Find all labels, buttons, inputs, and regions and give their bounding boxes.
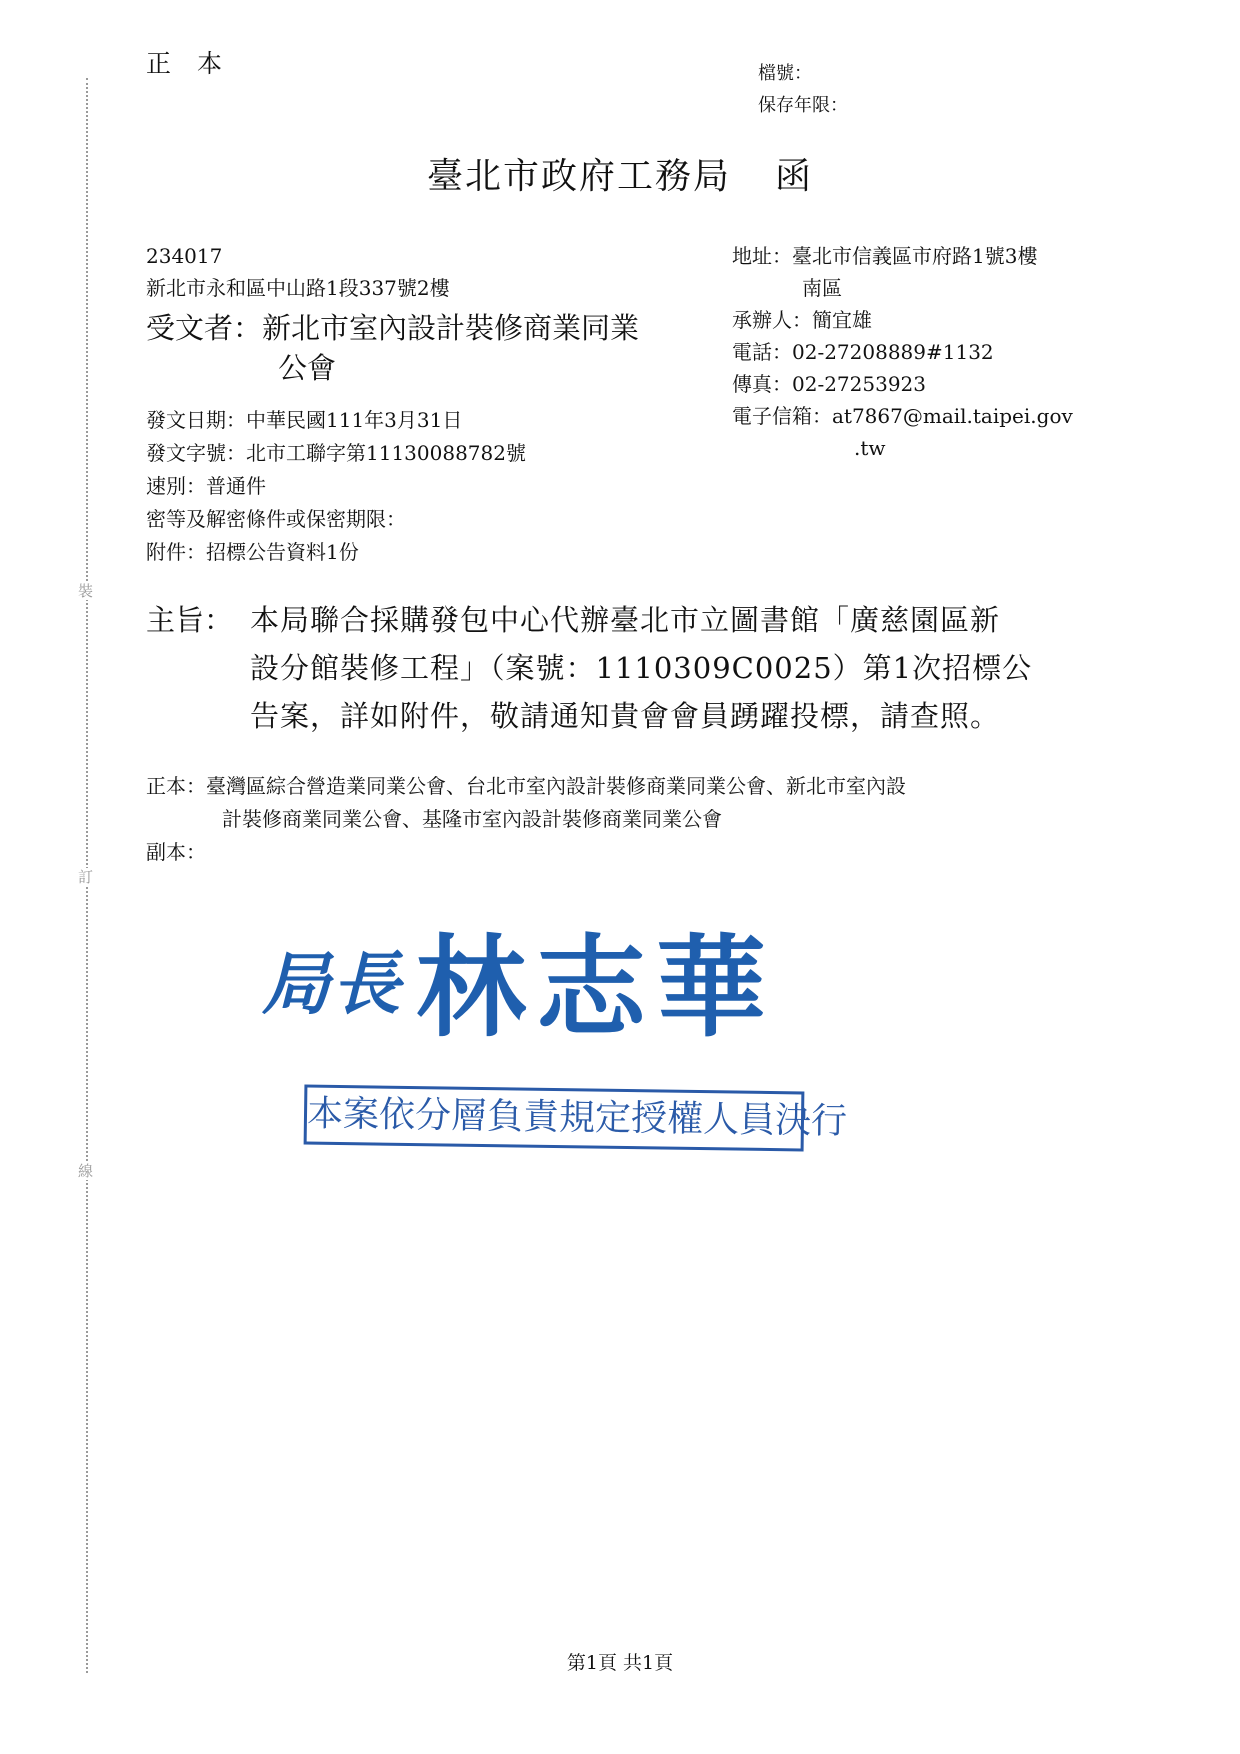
email-line-2: .tw: [854, 436, 886, 460]
document-type: 函: [775, 156, 814, 197]
speed-class: 速別：普通件: [146, 474, 266, 498]
subject-line-2: 設分館裝修工程」（案號：1110309C0025）第1次招標公: [250, 651, 1033, 685]
director-name: 林志華: [416, 924, 777, 1052]
distribution-block: [146, 770, 906, 869]
document-title: [0, 148, 1240, 199]
page-number: 第1頁 共1頁: [566, 1652, 674, 1674]
authorization-stamp: 本案依分層負責規定授權人員決行: [304, 1085, 805, 1152]
document-number: 發文字號：北市工聯字第11130088782號: [146, 441, 526, 465]
copy-recipients: 副本：: [146, 840, 206, 864]
subject-line-3: 告案，詳如附件，敬請通知貴會會員踴躍投標，請查照。: [250, 699, 1001, 733]
file-info: [758, 58, 848, 122]
officer: 承辦人：簡宜雄: [732, 308, 872, 332]
director-title: 局長: [262, 945, 403, 1025]
recipient-line-2: 公會: [278, 351, 337, 385]
recipient-address: 新北市永和區中山路1段337號2樓: [146, 276, 450, 300]
file-number-label: 檔號：: [758, 63, 812, 84]
sender-address-line-2: 南區: [802, 276, 842, 300]
original-copy-label: 正本: [146, 49, 249, 78]
binding-mark-zhuang: 裝: [78, 582, 94, 600]
attachment: 附件：招標公告資料1份: [146, 540, 359, 564]
subject-block: [146, 596, 1126, 740]
subject-line-1: 本局聯合採購發包中心代辦臺北市立圖書館「廣慈園區新: [250, 603, 1001, 637]
sender-address-line-1: 地址：臺北市信義區市府路1號3樓: [732, 244, 1038, 268]
binding-mark-xian: 線: [78, 1162, 94, 1180]
secrecy-level: 密等及解密條件或保密期限：: [146, 507, 406, 531]
document-meta: [146, 404, 526, 569]
phone: 電話：02-27208889#1132: [732, 340, 994, 364]
sender-contact-block: [732, 240, 1073, 464]
subject-label: 主旨：: [146, 603, 234, 637]
issue-date: 發文日期：中華民國111年3月31日: [146, 408, 463, 432]
retention-period-label: 保存年限：: [758, 95, 848, 116]
recipient-line-1: 受文者：新北市室內設計裝修商業同業: [146, 311, 640, 345]
director-signature-stamp: [262, 900, 776, 1058]
recipient-block: [146, 308, 639, 388]
email-line-1: 電子信箱：at7867@mail.taipei.gov: [732, 404, 1073, 428]
binding-mark-ding: 訂: [78, 868, 94, 886]
fax: 傳真：02-27253923: [732, 372, 927, 396]
recipient-address-block: [146, 240, 450, 304]
postal-code: 234017: [146, 244, 223, 268]
original-recipients-line-2: 計裝修商業同業公會、基隆市室內設計裝修商業同業公會: [222, 807, 722, 831]
agency-name: 臺北市政府工務局: [426, 156, 731, 197]
original-recipients-line-1: 正本：臺灣區綜合營造業同業公會、台北市室內設計裝修商業同業公會、新北市室內設: [146, 774, 906, 798]
